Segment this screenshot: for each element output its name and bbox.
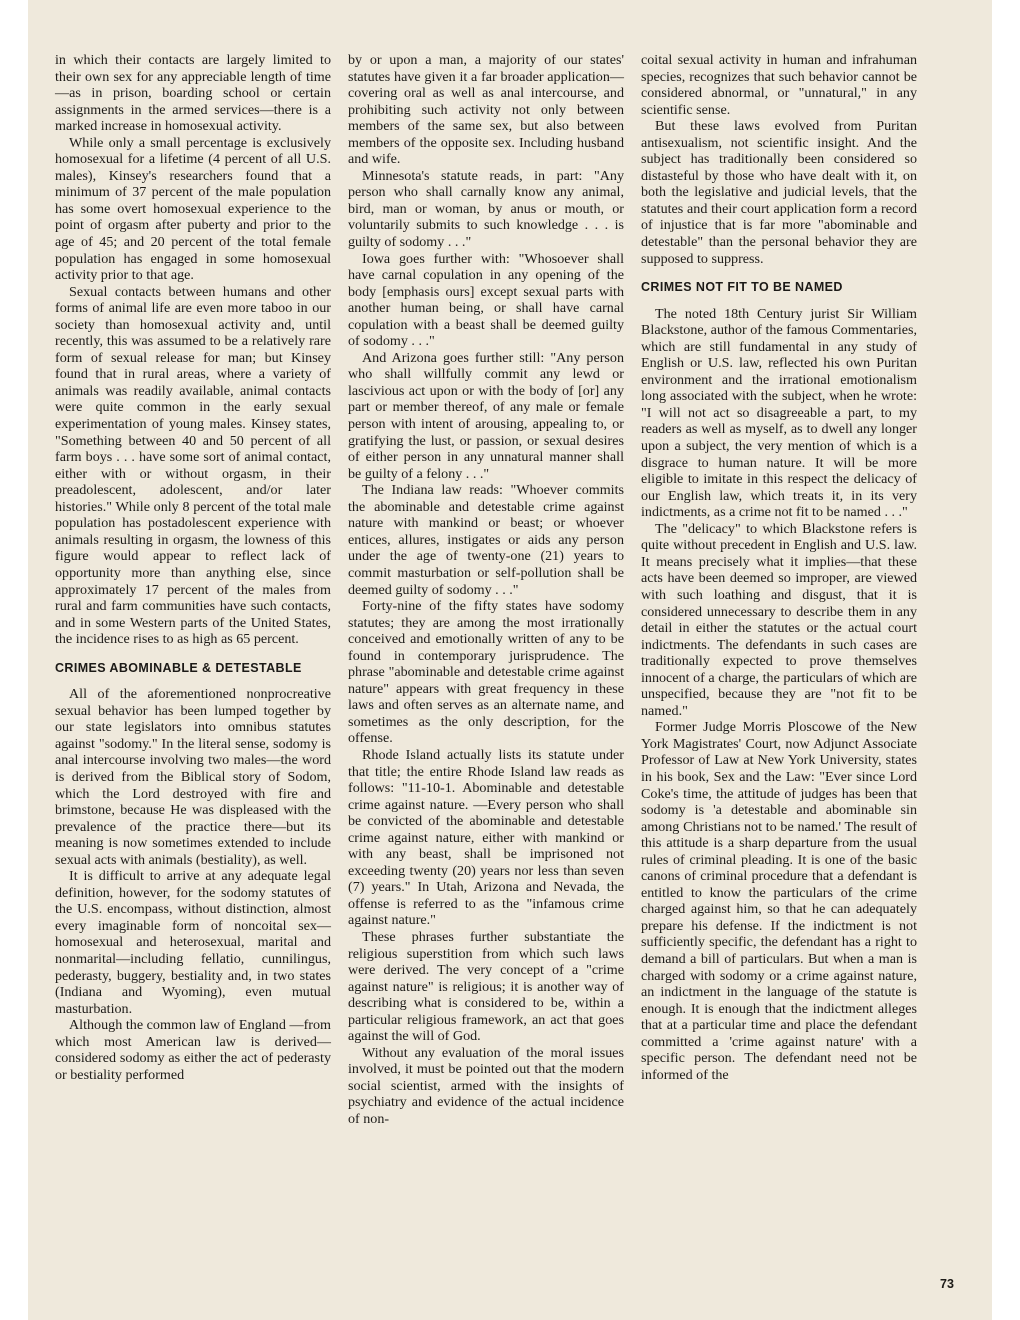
paragraph: Former Judge Morris Ploscowe of the New York Magistrates' Court, now Adjunct Associate Professor of Law at New York University, states in his book, Sex and the Law: "Ever since Lord Coke's time, the attitude of judges has been that sodomy is 'a detestable and abominable sin among Christians not to be named.' The result of this attitude is a sharp departure from the usual rules of criminal pleading. It is one of the basic canons of criminal procedure that a defendant is entitled to know the particulars of the crime charged against him, so that he can adequately prepare his defense. If the indictment is not sufficiently specific, the defendant has a right to demand a bill of particulars. But when a man is charged with sodomy or a crime against nature, an indictment in the language of the statute is enough. It is enough that the indictment alleges that at a particular time and place the defendant committed a 'crime against nature' with a specific person. The defendant need not be informed of the [641,719,917,1083]
paragraph: And Arizona goes further still: "Any person who shall willfully commit any lewd or lascivious act upon or with the body of [or] any part or member thereof, of any male or female person with intent of arousing, appealing to, or gratifying the lust, or passion, or sexual desires of either person in any unnatural manner shall be guilty of a felony . . ." [348,349,624,482]
paragraph: It is difficult to arrive at any adequate legal definition, however, for the sodomy statutes of the U.S. encompass, without distinction, almost every imaginable form of noncoital sex—homosexual and heterosexual, marital and nonmarital—including fellatio, cunnilingus, pederasty, buggery, bestiality and, in two states (Indiana and Wyoming), even mutual masturbation. [55,868,331,1017]
paragraph: The Indiana law reads: "Whoever commits the abominable and detestable crime against nature with mankind or beast; or whoever entices, allures, instigates or aids any person under the age of twenty-one (21) years to commit masturbation or self-pollution shall be deemed guilty of sodomy . . ." [348,482,624,598]
paragraph: But these laws evolved from Puritan antisexualism, not scientific insight. And the subject has traditionally been considered so distasteful by those who have dealt with it, on both the legislative and judicial levels, that the statutes and their court application form a record of injustice that is far more "abominable and detestable" than the personal behavior they are supposed to suppress. [641,118,917,267]
paragraph: coital sexual activity in human and infrahuman species, recognizes that such behavior cannot be considered abnormal, or "unnatural," in any scientific sense. [641,52,917,118]
paragraph: Although the common law of England —from which most American law is derived—considered sodomy as either the act of pederasty or bestiality performed [55,1017,331,1083]
paragraph: The noted 18th Century jurist Sir William Blackstone, author of the famous Commentaries, which are still fundamental in any study of English or U.S. law, reflected his own Puritan environment and the irrational emotionalism long associated with the subject, when he wrote: "I will not act so disagreeable a part, to my readers as well as myself, as to dwell any longer upon a subject, the very mention of which is a disgrace to human nature. It will be more eligible to imitate in this respect the delicacy of our English law, which treats it, in its very indictments, as a crime not fit to be named . . ." [641,305,917,521]
paragraph: All of the aforementioned nonprocreative sexual behavior has been lumped together by our state legislators into omnibus statutes against "sodomy." In the literal sense, sodomy is anal intercourse involving two males—the word is derived from the Biblical story of Sodom, which the Lord destroyed with fire and brimstone, because He was displeased with the prevalence of the practice there—but its meaning is now sometimes extended to include sexual acts with animals (bestiality), as well. [55,686,331,868]
paragraph: The "delicacy" to which Blackstone refers is quite without precedent in English and U.S. law. It means precisely what it implies—that these acts have been deemed so improper, are viewed with such loathing and disgust, that it is considered unnecessary to describe them in any detail in either the statutes or the actual court indictments. The defendants in such cases are traditionally expected to prove themselves innocent of a charge, the particulars of which are unspecified, because they are "not fit to be named." [641,520,917,719]
text-column-3 [641,52,917,1083]
magazine-page [28,0,992,1320]
paragraph: These phrases further substantiate the religious superstition from which such laws were derived. The very concept of a "crime against nature" is religious; it is another way of describing what is considered to be, within a particular religious framework, an act that goes against the will of God. [348,928,624,1045]
section-heading: CRIMES NOT FIT TO BE NAMED [641,280,843,295]
paragraph: Sexual contacts between humans and other forms of animal life are even more taboo in our society than homosexual activity and, until recently, this was assumed to be a relatively rare form of sexual release for man; but Kinsey found that in rural areas, where a variety of animals was readily available, animal contacts were quite common in the early sexual experimentation of young males. Kinsey states, "Something between 40 and 50 percent of all farm boys . . . have some sort of animal contact, either with or without orgasm, in their preadolescent, adolescent, and/or later histories." While only 8 percent of the total male population has postadolescent experience with animals resulting in orgasm, the lowness of this figure would appear to reflect lack of opportunity more than anything else, since approximately 17 percent of the males from rural and farm communities have such contacts, and in some Western parts of the United States, the incidence rises to as high as 65 percent. [55,283,331,648]
paragraph: Without any evaluation of the moral issues involved, it must be pointed out that the modern social scientist, armed with the insights of psychiatry and evidence of the actual incidence of non- [348,1044,624,1127]
paragraph: Iowa goes further with: "Whosoever shall have carnal copulation in any opening of the body [emphasis ours] except sexual parts with another human being, or shall have carnal copulation with a beast shall be deemed guilty of sodomy . . ." [348,250,624,350]
paragraph: in which their contacts are largely limited to their own sex for any appreciable length of time—as in prison, boarding school or certain assignments in the armed services—there is a marked increase in homosexual activity. [55,52,331,135]
text-column-2 [348,52,624,1128]
paragraph: Forty-nine of the fifty states have sodomy statutes; they are among the most irrationally conceived and emotionally written of any to be found in contemporary jurisprudence. The phrase "abominable and detestable crime against nature" appears with great frequency in these laws and often serves as an alternate name, and sometimes as the only description, for the offense. [348,598,624,747]
text-column-1 [55,52,331,1083]
paragraph: by or upon a man, a majority of our states' statutes have given it a far broader application—covering oral as well as anal intercourse, and prohibiting such activity not only between members of the same sex, but also between members of the opposite sex. Including husband and wife. [348,52,624,168]
section-heading: CRIMES ABOMINABLE & DETESTABLE [55,660,302,675]
paragraph: Minnesota's statute reads, in part: "Any person who shall carnally know any animal, bird, man or woman, by anus or mouth, or voluntarily submits to such knowledge . . . is guilty of sodomy . . ." [348,167,624,251]
paragraph: Rhode Island actually lists its statute under that title; the entire Rhode Island law reads as follows: "11-10-1. Abominable and detestable crime against nature. —Every person who shall be convicted of the abominable and detestable crime against nature, either with mankind or with any beast, shall be imprisoned not exceeding twenty (20) years nor less than seven (7) years." In Utah, Arizona and Nevada, the offense is referred to as the "infamous crime against nature." [348,746,624,929]
page-number: 73 [940,1277,954,1291]
paragraph: While only a small percentage is exclusively homosexual for a lifetime (4 percent of all U.S. males), Kinsey's researchers found that a minimum of 37 percent of the male population has some overt homosexual experience to the point of orgasm after puberty and prior to the age of 45; and 20 percent of the total female population has engaged in some homosexual activity prior to that age. [55,134,331,284]
